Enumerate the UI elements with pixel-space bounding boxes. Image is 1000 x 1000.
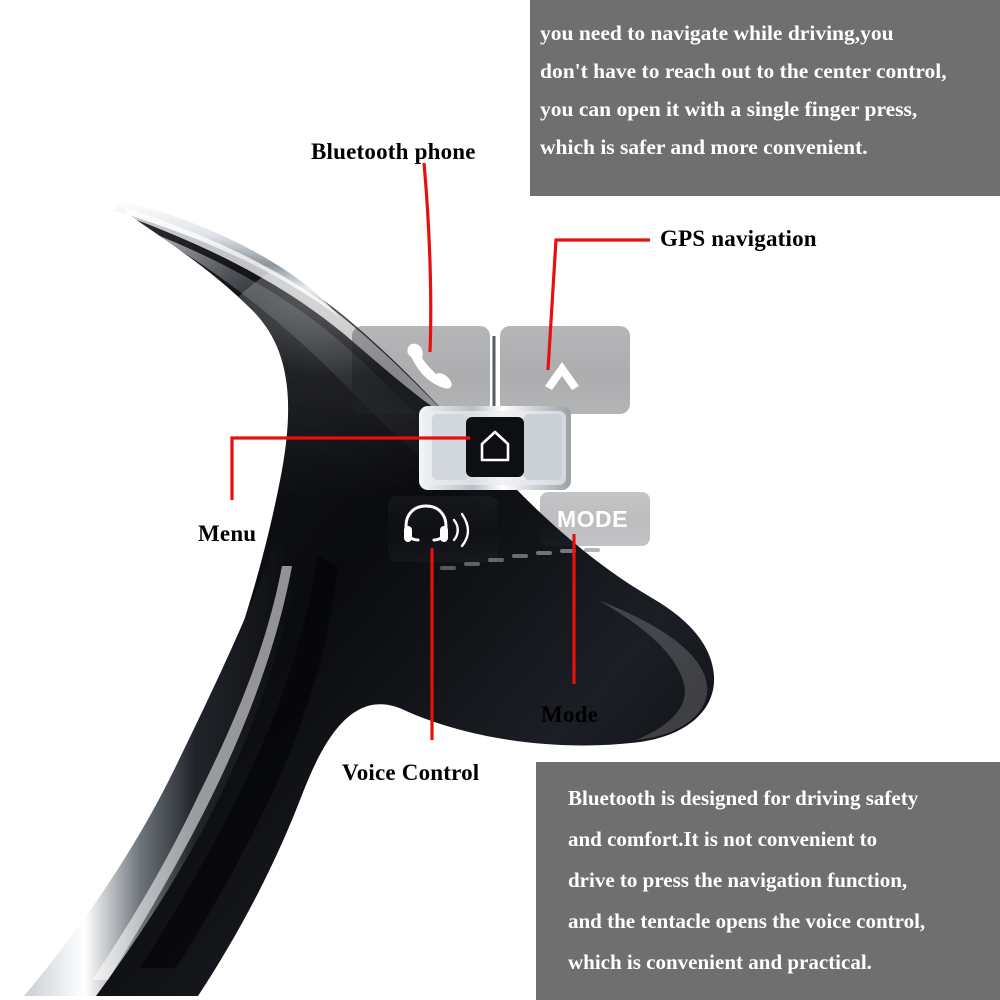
phone-button[interactable] <box>352 326 490 414</box>
bottom-line-5: which is convenient and practical. <box>568 950 872 974</box>
callout-label-gps-navigation: GPS navigation <box>660 226 817 251</box>
bottom-line-3: drive to press the navigation function, <box>568 868 908 892</box>
rocker-left <box>432 414 468 480</box>
rocker-right <box>524 414 562 480</box>
voice-button[interactable] <box>388 496 498 562</box>
headset-earcup-left <box>404 526 412 542</box>
bottom-line-1: Bluetooth is designed for driving safety <box>568 786 919 810</box>
top-line-1: you need to navigate while driving,you <box>540 21 894 45</box>
bottom-line-4: and the tentacle opens the voice control, <box>568 909 926 933</box>
home-rocker-button[interactable] <box>419 406 571 490</box>
callout-label-mode: Mode <box>541 702 599 727</box>
top-line-2: don't have to reach out to the center control, <box>540 59 947 83</box>
mode-button[interactable] <box>540 492 650 546</box>
bottom-description-panel <box>536 762 1000 1000</box>
callout-label-bluetooth-phone: Bluetooth phone <box>311 139 476 164</box>
nav-button[interactable] <box>500 326 630 414</box>
callout-label-menu: Menu <box>198 521 257 546</box>
mode-label: MODE <box>557 506 628 532</box>
headset-earcup-right <box>440 526 448 542</box>
top-line-4: which is safer and more convenient. <box>540 135 868 159</box>
top-description-panel <box>530 0 1000 196</box>
callout-label-voice-control: Voice Control <box>342 760 480 785</box>
home-key-cap <box>466 417 524 477</box>
bottom-line-2: and comfort.It is not convenient to <box>568 827 878 851</box>
top-line-3: you can open it with a single finger press, <box>540 97 918 121</box>
